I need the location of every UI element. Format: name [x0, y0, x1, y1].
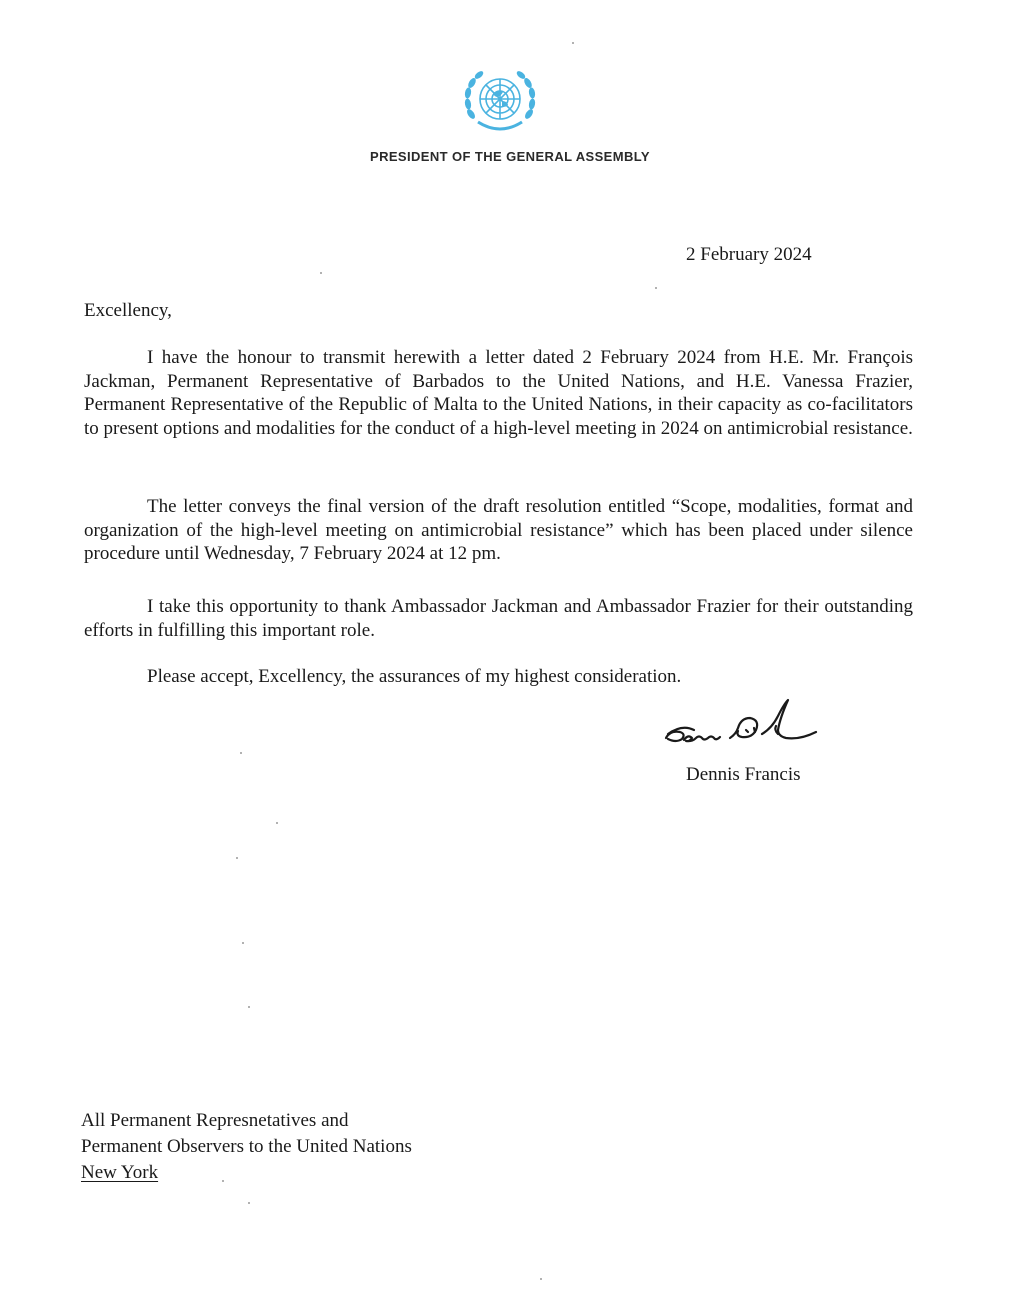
- scan-speck: [222, 1180, 224, 1182]
- un-emblem-icon: [458, 66, 542, 138]
- scan-speck: [248, 1202, 250, 1204]
- addressee-line: All Permanent Represnetatives and: [81, 1110, 349, 1131]
- addressee-city: New York: [81, 1162, 159, 1183]
- scan-speck: [240, 752, 242, 754]
- closing-line: Please accept, Excellency, the assurances of my highest consideration.: [147, 666, 682, 687]
- scan-speck: [572, 42, 574, 44]
- scan-speck: [655, 287, 657, 289]
- scan-speck: [320, 272, 322, 274]
- letter-date: 2 February 2024: [686, 244, 812, 265]
- scan-speck: [242, 942, 244, 944]
- body-paragraph: I have the honour to transmit herewith a letter dated 2 February 2024 from H.E. Mr. François Jackman, Permanent Representative of Barbados to the United Nations, and H.E. Vanessa Frazier, Permanent Representative of the Republic of Malta to the United Nations, in their capacity as co-facilitators to present options and modalities for the conduct of a high-level meeting in 2024 on antimicrobial resistance.: [84, 347, 913, 439]
- addressee-line: Permanent Observers to the United Nations: [81, 1136, 412, 1157]
- signer-name: Dennis Francis: [686, 764, 801, 785]
- scan-speck: [248, 1006, 250, 1008]
- salutation: Excellency,: [84, 300, 172, 321]
- signature-icon: [660, 694, 840, 758]
- body-paragraph: The letter conveys the final version of the draft resolution entitled “Scope, modalities, format and organization of the high-level meeting on antimicrobial resistance” which has been placed under silence procedure until Wednesday, 7 February 2024 at 12 pm.: [84, 496, 913, 564]
- office-title: PRESIDENT OF THE GENERAL ASSEMBLY: [370, 149, 650, 164]
- scan-speck: [540, 1278, 542, 1280]
- scan-speck: [276, 822, 278, 824]
- body-paragraph: I take this opportunity to thank Ambassador Jackman and Ambassador Frazier for their outstanding efforts in fulfilling this important role.: [84, 596, 913, 641]
- scan-speck: [236, 857, 238, 859]
- addressee-block: [81, 1108, 412, 1186]
